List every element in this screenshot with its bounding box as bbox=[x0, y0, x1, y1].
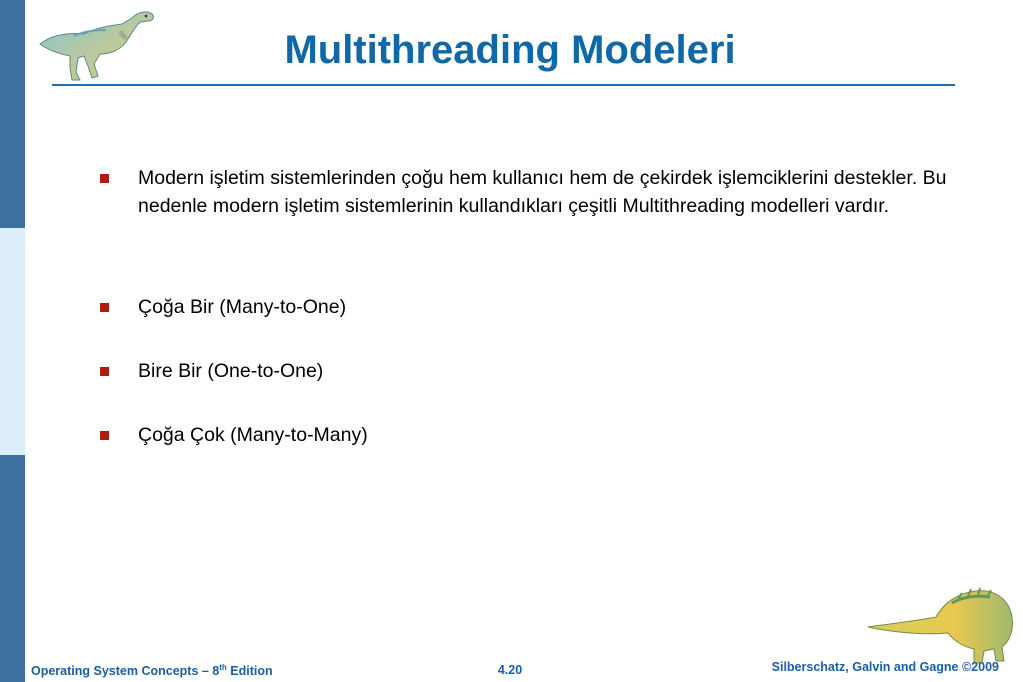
footer-book-title bbox=[31, 663, 273, 678]
bullet-text: Çoğa Çok (Many-to-Many) bbox=[138, 424, 368, 446]
footer-book-sup: th bbox=[219, 663, 227, 672]
footer-book-prefix: Operating System Concepts – 8 bbox=[31, 664, 220, 678]
square-bullet-icon bbox=[100, 303, 109, 312]
dinosaur-icon bbox=[36, 6, 158, 84]
bullet-text: Çoğa Bir (Many-to-One) bbox=[138, 296, 347, 318]
bullet-text: Bire Bir (One-to-One) bbox=[138, 360, 324, 382]
square-bullet-icon bbox=[100, 431, 109, 440]
footer-page-number: 4.20 bbox=[497, 663, 523, 677]
bullet-text: Modern işletim sistemlerinden çoğu hem kullanıcı hem de çekirdek işlemciklerini destekler. Bu nedenle modern işletim sistemlerinin kullandıkları çeşitli Multithreading modelleri vardır. bbox=[138, 167, 947, 217]
footer-book-suffix: Edition bbox=[226, 664, 273, 678]
slide-title: Multithreading Modeleri bbox=[284, 28, 736, 72]
left-sidebar-bar bbox=[0, 0, 25, 682]
dinosaur-icon bbox=[866, 583, 1016, 665]
sidebar-segment-top bbox=[0, 0, 25, 228]
square-bullet-icon bbox=[100, 174, 109, 183]
sidebar-segment-middle bbox=[0, 228, 25, 455]
title-underline bbox=[52, 84, 955, 86]
footer-authors: Silberschatz, Galvin and Gagne ©2009 bbox=[771, 660, 999, 674]
sidebar-segment-bottom bbox=[0, 455, 25, 682]
square-bullet-icon bbox=[100, 367, 109, 376]
